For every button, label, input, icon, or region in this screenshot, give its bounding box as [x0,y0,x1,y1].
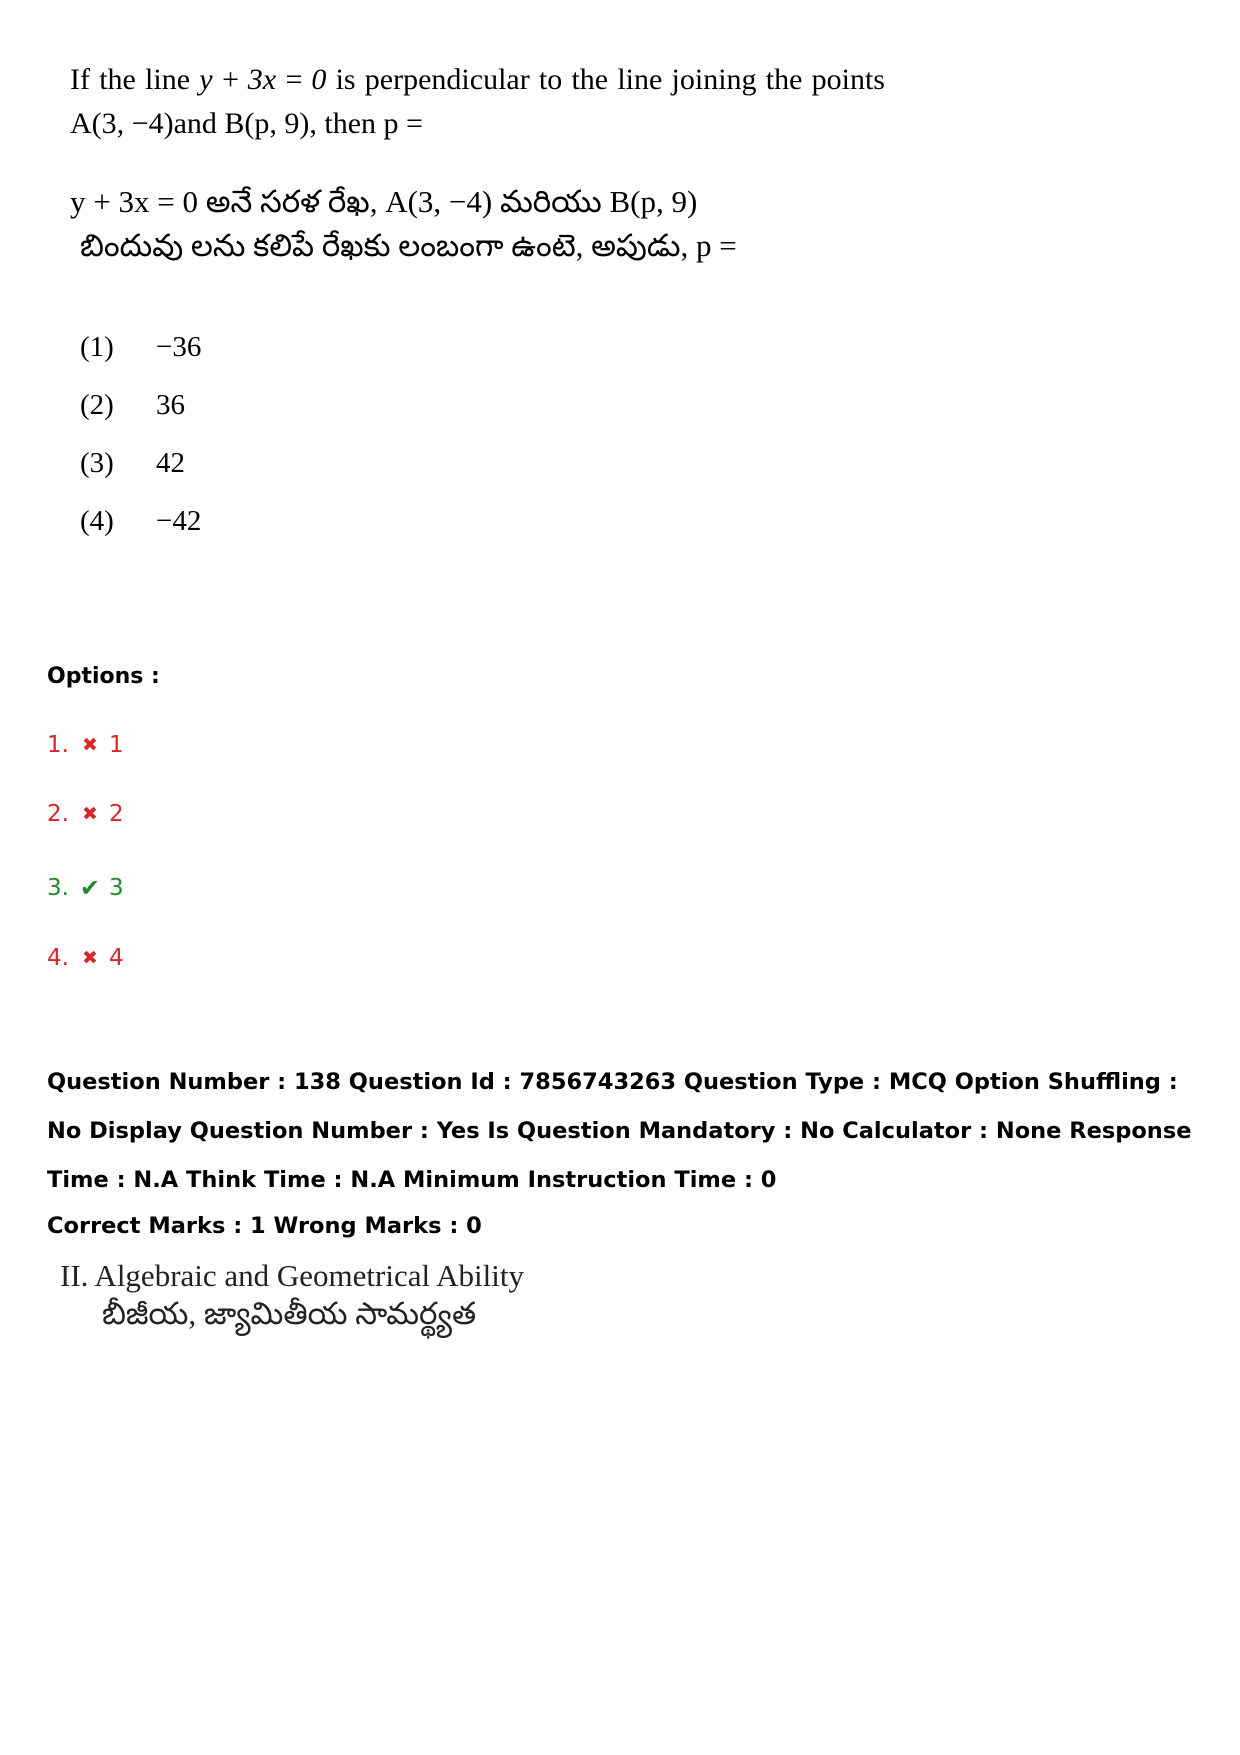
question-word: to [538,63,563,96]
question-english-line-2: A(3, −4)and B(p, 9), then p = [70,107,423,140]
option-2 [47,801,124,827]
question-choice [70,318,970,376]
section-title-english: II. Algebraic and Geometrical Ability [60,1258,524,1293]
cross-icon: ✖ [81,734,98,756]
question-equation: y + 3x = 0 [199,63,327,96]
cross-icon: ✖ [81,947,98,969]
choice-number: (1) [80,330,114,363]
choice-value: 42 [156,446,185,479]
option-index: 4. [47,945,69,971]
check-icon: ✔ [79,874,100,902]
option-index: 2. [47,801,69,827]
choice-number: (3) [80,446,114,479]
question-telugu-line-1: y + 3x = 0 అనే సరళ రేఖ, A(3, −4) మరియు B(p, 9) [70,184,698,219]
choice-value: −42 [156,504,202,537]
cross-icon: ✖ [81,803,98,825]
option-index: 1. [47,732,69,758]
question-metadata: Question Number : 138 Question Id : 7856743263 Question Type : MCQ Option Shuffling : No Display Question Number : Yes Is Question Mandatory : No Calculator : None Response Time : N.A Think Time : N.A Minimum Instruction Time : 0 [47,1069,1192,1193]
section-heading-image [60,1258,524,1339]
section-title-telugu: బీజీయ, జ్యామితీయ సామర్థ్యత [102,1296,477,1331]
option-3 [47,874,124,902]
marks-info: Correct Marks : 1 Wrong Marks : 0 [47,1213,482,1239]
question-choice-list [70,318,970,550]
question-word: line [617,63,663,96]
question-choice [70,376,970,434]
choice-number: (2) [80,388,114,421]
question-word: points [811,63,885,96]
option-index: 3. [47,875,69,901]
question-word: joining [671,63,757,96]
option-value: 4 [108,945,124,971]
question-telugu-line-2: బిందువు లను కలిపే రేఖకు లంబంగా ఉంటె, అపుడు, p = [80,228,737,263]
question-word: the [571,63,609,96]
option-1 [47,732,124,758]
choice-number: (4) [80,504,114,537]
options-heading: Options : [47,664,160,689]
question-word: is [335,63,356,96]
choice-value: −36 [156,330,202,363]
option-value: 1 [108,732,124,758]
question-word: perpendicular [364,63,530,96]
choice-value: 36 [156,388,185,421]
question-choice [70,434,970,492]
question-word: the [765,63,803,96]
question-word: If [70,63,90,96]
question-word: the [99,63,136,96]
option-value: 3 [108,875,124,901]
question-choice [70,492,970,550]
question-word: line [145,63,191,96]
option-value: 2 [108,801,124,827]
option-4 [47,945,124,971]
question-english-line-1 [70,58,885,102]
question-image [70,58,970,550]
